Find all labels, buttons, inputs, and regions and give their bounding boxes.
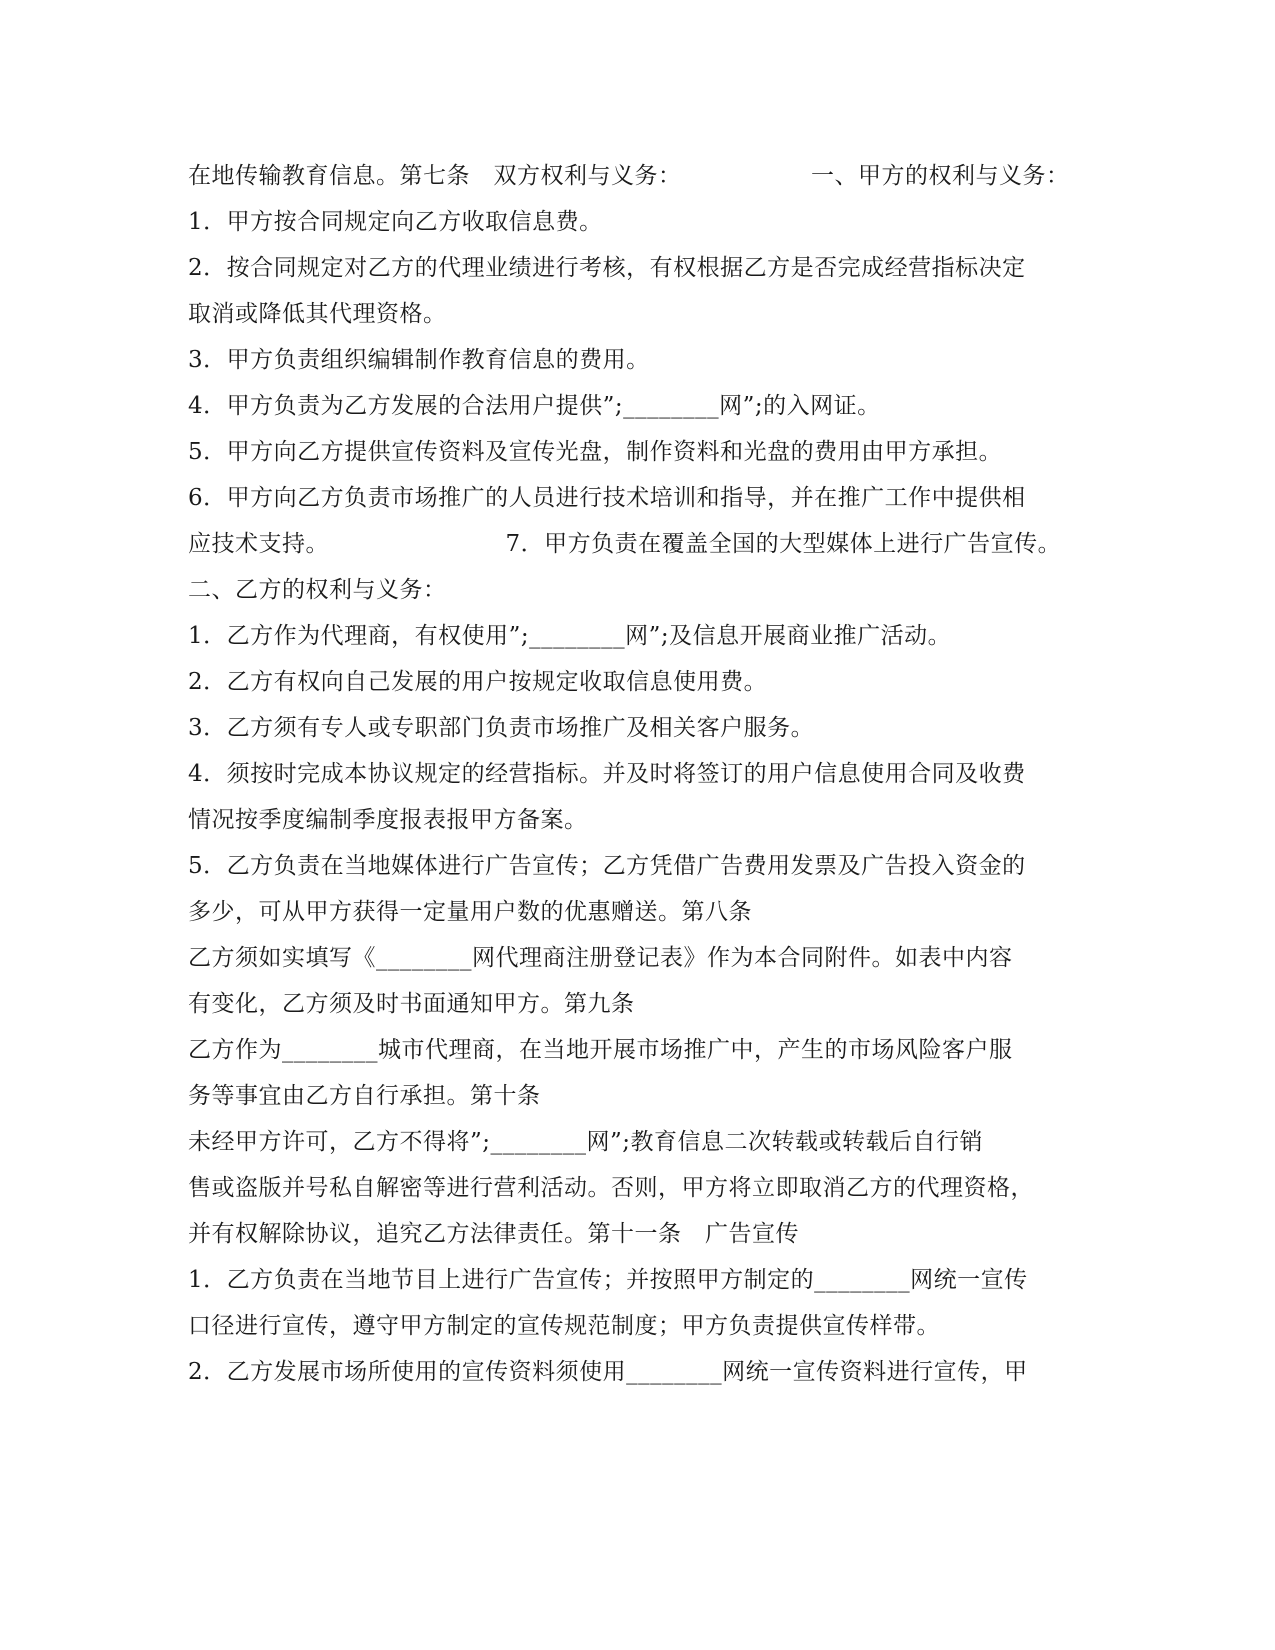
- text-line: 应技术支持。 7．甲方负责在覆盖全国的大型媒体上进行广告宣传。: [188, 531, 1062, 557]
- text-line: 乙方作为________城市代理商，在当地开展市场推广中，产生的市场风险客户服: [188, 1037, 1013, 1063]
- text-line: 未经甲方许可，乙方不得将”;________网”;教育信息二次转载或转载后自行销: [188, 1129, 984, 1155]
- text-line: 取消或降低其代理资格。: [188, 301, 447, 327]
- text-line: 5．乙方负责在当地媒体进行广告宣传；乙方凭借广告费用发票及广告投入资金的: [188, 853, 1026, 879]
- text-line: 2．乙方发展市场所使用的宣传资料须使用________网统一宣传资料进行宣传，甲: [188, 1359, 1028, 1385]
- text-line: 务等事宜由乙方自行承担。第十条: [188, 1083, 541, 1109]
- text-line: 乙方须如实填写《________网代理商注册登记表》作为本合同附件。如表中内容: [188, 945, 1013, 971]
- text-line: 5．甲方向乙方提供宣传资料及宣传光盘，制作资料和光盘的费用由甲方承担。: [188, 439, 1003, 465]
- text-line: 4．甲方负责为乙方发展的合法用户提供”;________网”;的入网证。: [188, 393, 881, 419]
- text-line: 多少，可从甲方获得一定量用户数的优惠赠送。第八条: [188, 899, 752, 925]
- text-line: 3．乙方须有专人或专职部门负责市场推广及相关客户服务。: [188, 715, 815, 741]
- text-line: 4．须按时完成本协议规定的经营指标。并及时将签订的用户信息使用合同及收费: [188, 761, 1026, 787]
- text-line: 6．甲方向乙方负责市场推广的人员进行技术培训和指导，并在推广工作中提供相: [188, 485, 1026, 511]
- text-line: 口径进行宣传，遵守甲方制定的宣传规范制度；甲方负责提供宣传样带。: [188, 1313, 940, 1339]
- text-line: 2．按合同规定对乙方的代理业绩进行考核，有权根据乙方是否完成经营指标决定: [188, 255, 1026, 281]
- text-line: 1．甲方按合同规定向乙方收取信息费。: [188, 209, 603, 235]
- text-line: 在地传输教育信息。第七条 双方权利与义务： 一、甲方的权利与义务：: [188, 163, 1070, 189]
- section-heading: 二、乙方的权利与义务：: [188, 577, 447, 603]
- text-line: 有变化，乙方须及时书面通知甲方。第九条: [188, 991, 635, 1017]
- text-line: 情况按季度编制季度报表报甲方备案。: [188, 807, 588, 833]
- text-line: 售或盗版并号私自解密等进行营利活动。否则，甲方将立即取消乙方的代理资格，: [188, 1175, 1034, 1201]
- text-line: 1．乙方作为代理商，有权使用”;________网”;及信息开展商业推广活动。: [188, 623, 952, 649]
- text-line: 3．甲方负责组织编辑制作教育信息的费用。: [188, 347, 650, 373]
- text-line: 2．乙方有权向自己发展的用户按规定收取信息使用费。: [188, 669, 768, 695]
- text-line: 并有权解除协议，追究乙方法律责任。第十一条 广告宣传: [188, 1221, 799, 1247]
- text-line: 1．乙方负责在当地节目上进行广告宣传；并按照甲方制定的________网统一宣传: [188, 1267, 1028, 1293]
